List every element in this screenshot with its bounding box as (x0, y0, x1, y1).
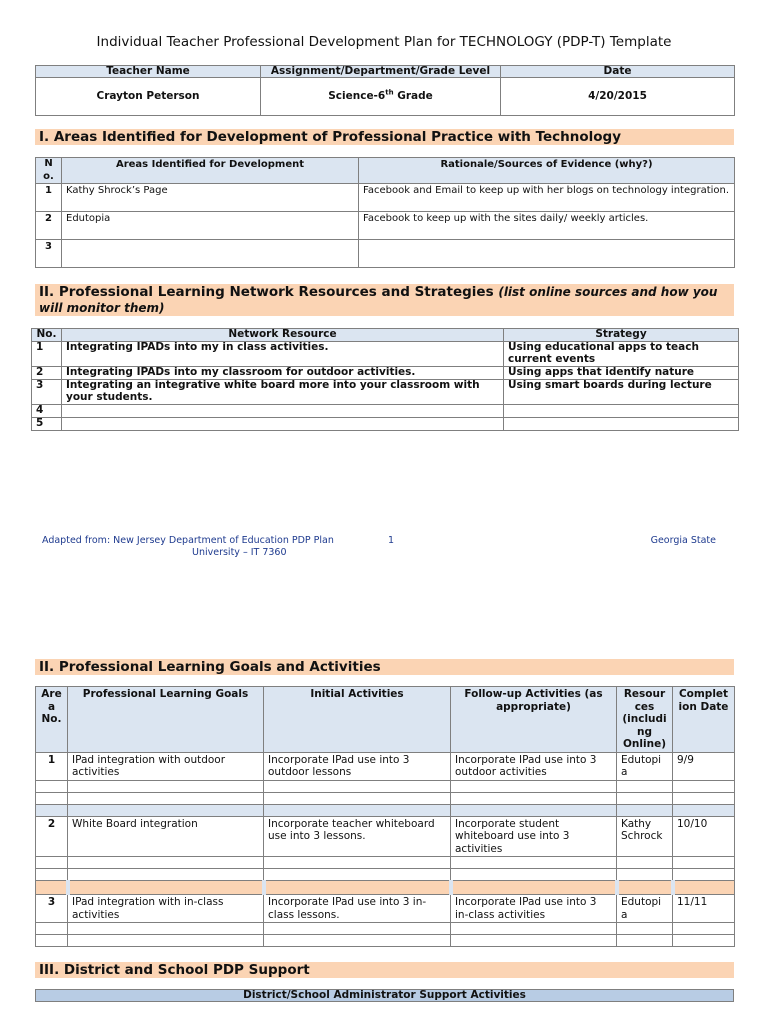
network-resource: Integrating IPADs into my classroom for outdoor activities. (62, 367, 504, 380)
goals-followup-header: Follow-up Activities (as appropriate) (451, 687, 617, 753)
goals-area-no-header: Are a No. (36, 687, 68, 753)
table-row (36, 184, 735, 212)
footer-university-line2: University – IT 7360 (192, 547, 287, 558)
area-no: 1 (36, 184, 62, 212)
goal-text: IPad integration with outdoor activities (68, 752, 264, 780)
section-4-title: III. District and School PDP Support (35, 962, 734, 978)
goal-resources: Edutopi a (617, 895, 673, 923)
table-row (36, 212, 735, 240)
section-2-title (35, 284, 734, 316)
teacher-name-header: Teacher Name (36, 66, 261, 78)
table-row (36, 869, 735, 881)
goal-area-no: 2 (36, 816, 68, 857)
area-name: Kathy Shrock’s Page (62, 184, 359, 212)
assignment-value (261, 78, 501, 116)
learning-goals-table (35, 686, 735, 947)
network-resource (62, 418, 504, 431)
table-row (36, 804, 735, 816)
network-resource (62, 405, 504, 418)
network-no: 3 (32, 380, 62, 405)
district-support-table (35, 989, 734, 1002)
network-strategy (504, 418, 739, 431)
table-row (36, 881, 735, 895)
network-resource: Integrating IPADs into my in class activities. (62, 342, 504, 367)
assignment-main: Science-6 (328, 90, 386, 103)
network-strategy-header: Strategy (504, 329, 739, 342)
area-rationale: Facebook to keep up with the sites daily/ weekly articles. (359, 212, 735, 240)
area-no: 2 (36, 212, 62, 240)
table-row (36, 857, 735, 869)
table-row (32, 342, 739, 367)
table-row (32, 380, 739, 405)
network-no-header: No. (32, 329, 62, 342)
date-header: Date (501, 66, 735, 78)
goals-resources-header: Resour ces (includi ng Online) (617, 687, 673, 753)
table-row (36, 780, 735, 792)
areas-table (35, 157, 735, 268)
area-name: Edutopia (62, 212, 359, 240)
table-row (36, 923, 735, 935)
areas-no-header: N o. (36, 158, 62, 184)
goal-followup: Incorporate IPad use into 3 in-class activities (451, 895, 617, 923)
network-strategy (504, 405, 739, 418)
goal-followup: Incorporate student whiteboard use into 3 activities (451, 816, 617, 857)
area-rationale: Facebook and Email to keep up with her blogs on technology integration. (359, 184, 735, 212)
section-2-title-main: II. Professional Learning Network Resources and Strategies (39, 284, 499, 300)
goal-date: 10/10 (673, 816, 735, 857)
assignment-header: Assignment/Department/Grade Level (261, 66, 501, 78)
area-name (62, 240, 359, 268)
goal-initial: Incorporate IPad use into 3 outdoor lessons (264, 752, 451, 780)
table-row (36, 895, 735, 923)
district-support-header: District/School Administrator Support Activities (36, 990, 734, 1002)
footer-source: Adapted from: New Jersey Department of Education PDP Plan (42, 535, 334, 546)
section-3-title: II. Professional Learning Goals and Activities (35, 659, 734, 675)
teacher-info-table (35, 65, 735, 116)
section-1-title: I. Areas Identified for Development of Professional Practice with Technology (35, 129, 734, 145)
network-strategy: Using smart boards during lecture (504, 380, 739, 405)
table-row (36, 752, 735, 780)
area-rationale (359, 240, 735, 268)
assignment-superscript: th (385, 88, 394, 97)
network-strategy: Using apps that identify nature (504, 367, 739, 380)
goal-resources: Edutopi a (617, 752, 673, 780)
document-title: Individual Teacher Professional Development Plan for TECHNOLOGY (PDP-T) Template (96, 34, 672, 50)
footer-page-number: 1 (388, 535, 395, 546)
date-value: 4/20/2015 (501, 78, 735, 116)
network-no: 5 (32, 418, 62, 431)
goal-followup: Incorporate IPad use into 3 outdoor activities (451, 752, 617, 780)
goal-area-no: 1 (36, 752, 68, 780)
section-2-subtitle: (list online sources and how you will monitor them) (39, 285, 718, 315)
table-row (32, 418, 739, 431)
footer (42, 535, 732, 565)
goal-initial: Incorporate IPad use into 3 in-class lessons. (264, 895, 451, 923)
network-resources-table (31, 328, 739, 431)
footer-university-right: Georgia State (650, 535, 716, 546)
goal-date: 9/9 (673, 752, 735, 780)
goal-date: 11/11 (673, 895, 735, 923)
table-row (32, 367, 739, 380)
network-resource-header: Network Resource (62, 329, 504, 342)
table-row (36, 816, 735, 857)
network-resource: Integrating an integrative white board more into your classroom with your students. (62, 380, 504, 405)
goal-text: White Board integration (68, 816, 264, 857)
teacher-name-value: Crayton Peterson (36, 78, 261, 116)
table-row (32, 405, 739, 418)
assignment-tail: Grade (393, 90, 433, 103)
goals-date-header: Complet ion Date (673, 687, 735, 753)
goals-goal-header: Professional Learning Goals (68, 687, 264, 753)
area-no: 3 (36, 240, 62, 268)
table-row (36, 935, 735, 947)
goal-initial: Incorporate teacher whiteboard use into 3 lessons. (264, 816, 451, 857)
goal-resources: Kathy Schrock (617, 816, 673, 857)
areas-rationale-header: Rationale/Sources of Evidence (why?) (359, 158, 735, 184)
goal-text: IPad integration with in-class activities (68, 895, 264, 923)
network-no: 4 (32, 405, 62, 418)
goals-initial-header: Initial Activities (264, 687, 451, 753)
network-no: 1 (32, 342, 62, 367)
network-no: 2 (32, 367, 62, 380)
goal-area-no: 3 (36, 895, 68, 923)
table-row (36, 240, 735, 268)
areas-area-header: Areas Identified for Development (62, 158, 359, 184)
table-row (36, 792, 735, 804)
network-strategy: Using educational apps to teach current events (504, 342, 739, 367)
